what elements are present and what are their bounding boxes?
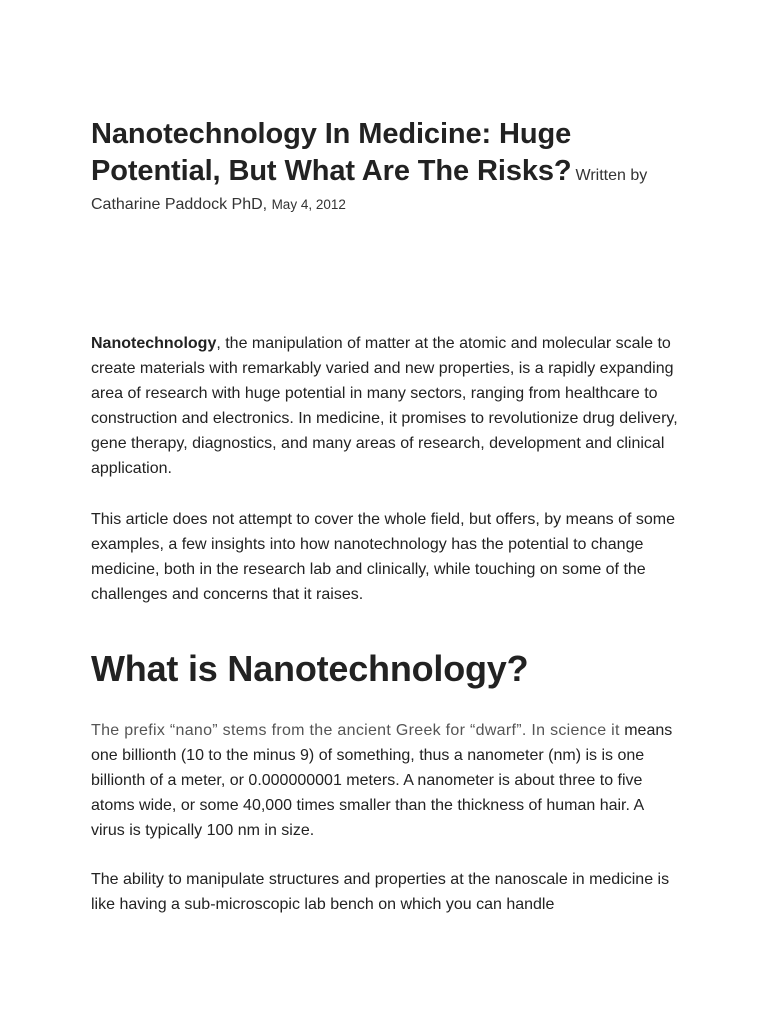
intro-paragraph: [91, 331, 681, 481]
article-title: Nanotechnology In Medicine: Huge Potential, But What Are The Risks?: [91, 118, 572, 187]
intro-keyword: Nanotechnology: [91, 335, 217, 352]
ability-text: The ability to manipulate structures and properties at the nanoscale in medicine is like having a sub-microscopic lab bench on which you can handle: [91, 871, 670, 913]
byline-written-by: Written by: [575, 167, 648, 184]
intro-text: , the manipulation of matter at the atomic and molecular scale to create materials with remarkably varied and new properties, is a rapidly expanding area of research with huge potential in many sectors, ranging from healthcare to construction and electronics. In medicine, it promises to revolutionize drug delivery, gene therapy, diagnostics, and many areas of research, development and clinical application.: [91, 335, 678, 477]
scope-text: This article does not attempt to cover the whole field, but offers, by means of some examples, a few insights into how nanotechnology has the potential to change medicine, both in the research lab and clinically, while touching on some of the challenges and concerns that it raises.: [91, 511, 675, 603]
ability-paragraph: [91, 867, 681, 917]
byline: [91, 192, 691, 218]
section-heading: What is Nanotechnology?: [91, 648, 529, 689]
definition-paragraph: [91, 718, 681, 843]
scope-paragraph: [91, 507, 681, 607]
byline-author: Catharine Paddock PhD,: [91, 196, 268, 213]
definition-lead-text: The prefix “nano” stems from the ancient Greek for “dwarf”. In science it: [91, 722, 620, 739]
article-header: [91, 116, 691, 218]
byline-date: May 4, 2012: [271, 197, 346, 212]
definition-text: means one billionth (10 to the minus 9) of something, thus a nanometer (nm) is is one billionth of a meter, or 0.000000001 meters. A nanometer is about three to five atoms wide, or some 40,000 times smaller than the thickness of human hair. A virus is typically 100 nm in size.: [91, 722, 673, 839]
